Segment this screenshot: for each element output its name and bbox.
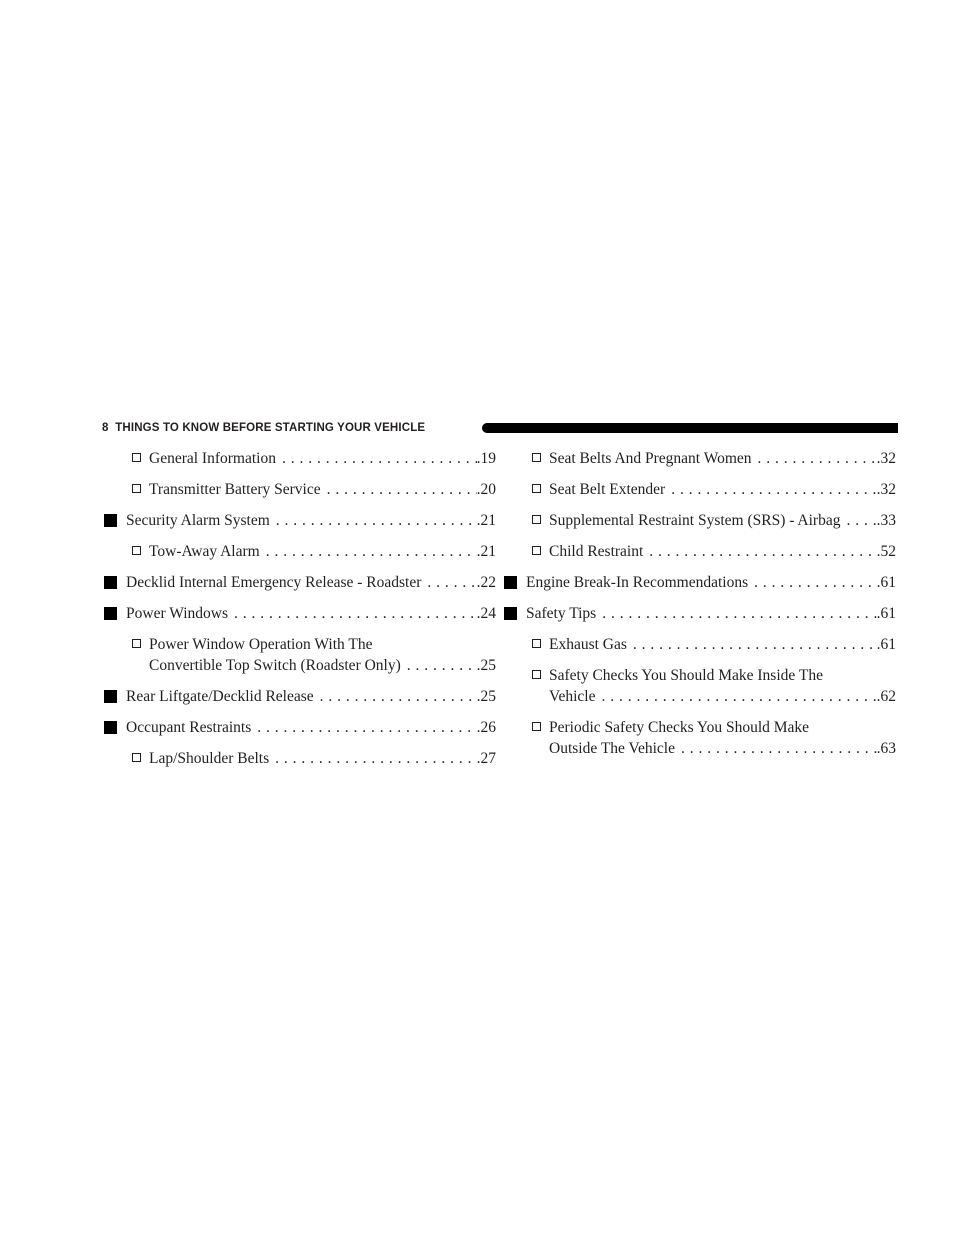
filled-square-bullet-icon bbox=[504, 607, 517, 620]
toc-entry[interactable] bbox=[104, 717, 496, 738]
hollow-square-bullet-icon bbox=[132, 639, 141, 648]
toc-right-column bbox=[504, 448, 896, 769]
toc-entry-title: Power Windows bbox=[126, 605, 228, 622]
dot-leader bbox=[758, 448, 877, 469]
toc-entry[interactable] bbox=[104, 603, 496, 624]
toc-entry[interactable] bbox=[504, 510, 896, 531]
section-title: THINGS TO KNOW BEFORE STARTING YOUR VEHICLE bbox=[115, 422, 426, 434]
toc-entry-page: .22 bbox=[476, 574, 496, 591]
toc-entry-page: .32 bbox=[876, 450, 896, 467]
header-text bbox=[102, 422, 425, 434]
toc-entry-page: .63 bbox=[876, 740, 896, 757]
toc-entry-page: .61 bbox=[876, 636, 896, 653]
toc-entry-page: .61 bbox=[876, 574, 896, 591]
dot-leader bbox=[266, 541, 477, 562]
toc-entry-title: Engine Break-In Recommendations bbox=[526, 574, 749, 591]
toc-entry[interactable] bbox=[504, 572, 896, 593]
toc-entry-page: .24 bbox=[476, 605, 496, 622]
toc-entry-title: Vehicle bbox=[549, 688, 596, 705]
dot-leader bbox=[649, 541, 876, 562]
toc-entry-title: Convertible Top Switch (Roadster Only) bbox=[149, 657, 401, 674]
filled-square-bullet-icon bbox=[104, 721, 117, 734]
toc-entry-page: .26 bbox=[476, 719, 496, 736]
toc-entry-page: .25 bbox=[476, 657, 496, 674]
dot-leader bbox=[282, 448, 477, 469]
toc-entry[interactable] bbox=[504, 479, 896, 500]
toc-entry[interactable] bbox=[104, 572, 496, 593]
filled-square-bullet-icon bbox=[504, 576, 517, 589]
toc-entry-title: Lap/Shoulder Belts bbox=[149, 750, 270, 767]
filled-square-bullet-icon bbox=[104, 607, 117, 620]
hollow-square-bullet-icon bbox=[532, 639, 541, 648]
hollow-square-bullet-icon bbox=[132, 484, 141, 493]
toc-entry[interactable] bbox=[104, 686, 496, 707]
page-number: 8 bbox=[102, 422, 109, 434]
toc-entry-title: Periodic Safety Checks You Should Make bbox=[549, 719, 810, 736]
dot-leader bbox=[320, 686, 477, 707]
toc-entry-page: .33 bbox=[876, 512, 896, 529]
toc-entry[interactable] bbox=[104, 479, 496, 500]
toc-entry-page: .20 bbox=[476, 481, 496, 498]
filled-square-bullet-icon bbox=[104, 690, 117, 703]
dot-leader bbox=[602, 603, 876, 624]
dot-leader bbox=[275, 748, 477, 769]
toc-entry-title: Transmitter Battery Service bbox=[149, 481, 321, 498]
toc-entry-title: Power Window Operation With The bbox=[149, 636, 373, 653]
hollow-square-bullet-icon bbox=[532, 722, 541, 731]
dot-leader bbox=[327, 479, 477, 500]
hollow-square-bullet-icon bbox=[532, 670, 541, 679]
toc-left-column bbox=[104, 448, 496, 779]
dot-leader bbox=[846, 510, 876, 531]
dot-leader bbox=[276, 510, 477, 531]
dot-leader bbox=[601, 686, 876, 707]
toc-entry[interactable] bbox=[504, 541, 896, 562]
toc-entry-title: Rear Liftgate/Decklid Release bbox=[126, 688, 314, 705]
dot-leader bbox=[407, 655, 477, 676]
toc-entry[interactable] bbox=[504, 665, 896, 707]
toc-entry-title: Decklid Internal Emergency Release - Roadster bbox=[126, 574, 422, 591]
toc-entry[interactable] bbox=[104, 748, 496, 769]
toc-entry-page: .52 bbox=[876, 543, 896, 560]
toc-entry-title: Outside The Vehicle bbox=[549, 740, 675, 757]
toc-entry-page: .32 bbox=[876, 481, 896, 498]
toc-entry-title: Seat Belt Extender bbox=[549, 481, 666, 498]
dot-leader bbox=[427, 572, 476, 593]
dot-leader bbox=[681, 738, 877, 759]
hollow-square-bullet-icon bbox=[532, 546, 541, 555]
hollow-square-bullet-icon bbox=[132, 546, 141, 555]
toc-entry-page: .21 bbox=[476, 543, 496, 560]
dot-leader bbox=[234, 603, 477, 624]
toc-entry-title: Safety Tips bbox=[526, 605, 597, 622]
toc-entry-title: General Information bbox=[149, 450, 276, 467]
toc-entry-title: Safety Checks You Should Make Inside The bbox=[549, 667, 823, 684]
toc-entry[interactable] bbox=[504, 634, 896, 655]
filled-square-bullet-icon bbox=[104, 514, 117, 527]
toc-entry-title: Security Alarm System bbox=[126, 512, 270, 529]
toc-entry-title: Exhaust Gas bbox=[549, 636, 627, 653]
toc-entry-title: Occupant Restraints bbox=[126, 719, 252, 736]
dot-leader bbox=[754, 572, 877, 593]
toc-entry-page: .27 bbox=[476, 750, 496, 767]
toc-entry[interactable] bbox=[104, 541, 496, 562]
dot-leader bbox=[633, 634, 877, 655]
toc-entry[interactable] bbox=[104, 634, 496, 676]
toc-entry-page: .62 bbox=[876, 688, 896, 705]
hollow-square-bullet-icon bbox=[532, 453, 541, 462]
toc-entry-title: Child Restraint bbox=[549, 543, 644, 560]
hollow-square-bullet-icon bbox=[132, 753, 141, 762]
toc-entry-title: Tow-Away Alarm bbox=[149, 543, 260, 560]
dot-leader bbox=[257, 717, 476, 738]
hollow-square-bullet-icon bbox=[132, 453, 141, 462]
hollow-square-bullet-icon bbox=[532, 515, 541, 524]
toc-entry-page: .25 bbox=[476, 688, 496, 705]
dot-leader bbox=[671, 479, 876, 500]
toc-entry-page: .61 bbox=[876, 605, 896, 622]
toc-entry-title: Seat Belts And Pregnant Women bbox=[549, 450, 752, 467]
hollow-square-bullet-icon bbox=[532, 484, 541, 493]
toc-entry[interactable] bbox=[504, 717, 896, 759]
filled-square-bullet-icon bbox=[104, 576, 117, 589]
toc-entry-page: .21 bbox=[476, 512, 496, 529]
toc-entry[interactable] bbox=[104, 510, 496, 531]
toc-entry-title: Supplemental Restraint System (SRS) - Airbag bbox=[549, 512, 841, 529]
toc-entry-page: .19 bbox=[476, 450, 496, 467]
toc-entry[interactable] bbox=[504, 603, 896, 624]
header-rule bbox=[482, 423, 898, 433]
page-header bbox=[102, 421, 898, 439]
toc-entry[interactable] bbox=[504, 448, 896, 469]
toc-entry[interactable] bbox=[104, 448, 496, 469]
